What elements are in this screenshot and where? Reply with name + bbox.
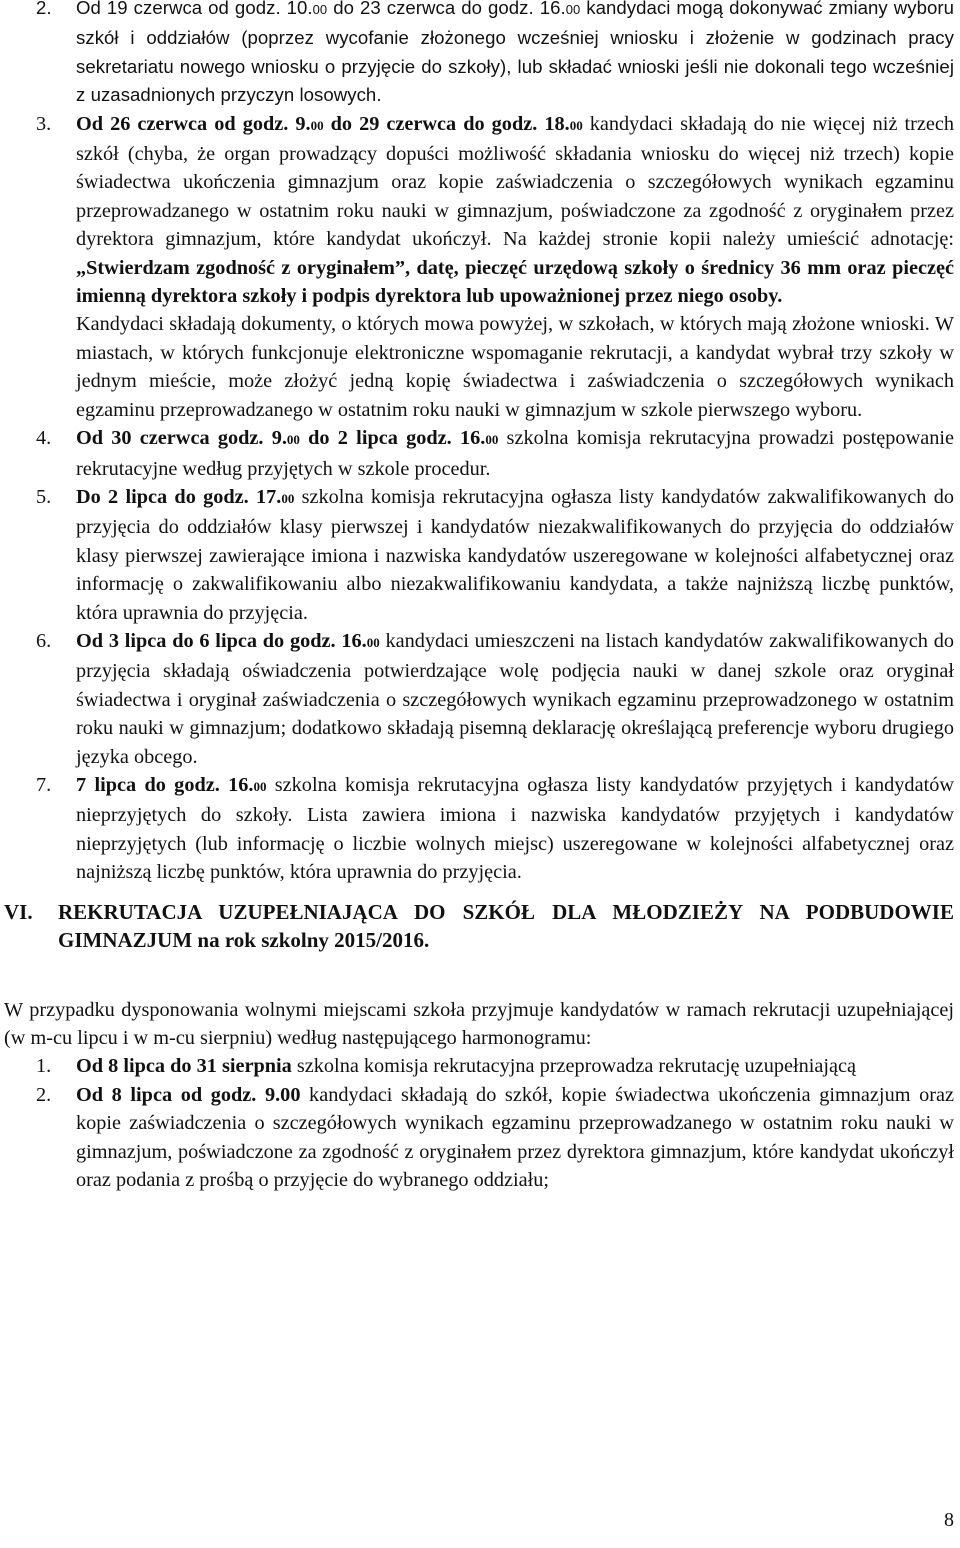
- item-text: szkolna komisja rekrutacyjna prowadzi postępowanie rekrutacyjne według przyjętych w szkole procedur.: [76, 427, 954, 480]
- date-lead: Do 2 lipca do godz. 17.: [76, 485, 282, 508]
- section-number: VI.: [4, 899, 33, 924]
- item-text: kandydaci mogą dokonywać zmiany wyboru szkół i oddziałów (poprzez wycofanie złożonego wcześniej wniosku i złożenie w godzinach pracy sekretariatu nowego wniosku o przyjęcie do szkoły), lub składać wnioski jeśli nie dokonali tego wcześniej z uzasadnionych przyczyn losowych.: [76, 0, 954, 106]
- item-text: szkolna komisja rekrutacyjna ogłasza listy kandydatów przyjętych i kandydatów nieprzyjętych do szkoły. Lista zawiera imiona i nazwiska kandydatów przyjętych i kandydatów nieprzyjętych (lub informację o liczbie wolnych miejsc) uszeregowane w kolejności alfabetycznej oraz najniższą liczbę punktów, która uprawnia do przyjęcia.: [76, 773, 954, 884]
- section-heading: [4, 898, 954, 954]
- date-mid: do 23 czerwca do godz. 16.: [327, 0, 566, 18]
- item-text: kandydaci umieszczeni na listach kandydatów zakwalifikowanych do przyjęcia składają oświadczenia potwierdzające wolę podjęcia nauki w danej szkole oraz oryginał świadectwa i oryginał zaświadczenia o szczegółowych wynikach egzaminu przeprowadzonego w ostatnim roku nauki w gimnazjum; dodatkowo składają pisemną deklarację określającą preferencje wyboru drugiego języka obcego.: [76, 629, 954, 768]
- item-text: szkolna komisja rekrutacyjna przeprowadza rekrutację uzupełniającą: [291, 1055, 857, 1078]
- date-lead: Od 3 lipca do 6 lipca do godz. 16.: [76, 629, 367, 652]
- date-lead: 7 lipca do godz. 16.: [76, 773, 254, 796]
- page-number: 8: [944, 1508, 954, 1531]
- intro-paragraph: W przypadku dysponowania wolnymi miejscami szkoła przyjmuje kandydatów w ramach rekrutacji uzupełniającej (w m-cu lipcu i w m-cu sierpniu) według następującego harmonogramu:: [4, 998, 954, 1049]
- list-number: 2.: [36, 1083, 52, 1106]
- date-lead: Od 26 czerwca od godz. 9.: [76, 112, 311, 135]
- sub-item-1: [4, 1052, 954, 1080]
- date-mid: do 29 czerwca do godz. 18.: [323, 112, 570, 135]
- list-number: 2.: [36, 0, 52, 18]
- section-title: REKRUTACJA UZUPEŁNIAJĄCA DO SZKÓŁ DLA MŁODZIEŻY NA PODBUDOWIE GIMNAZJUM na rok szkolny 2015/2016.: [58, 899, 954, 952]
- time-minutes: 00: [366, 634, 380, 650]
- list-item-6: [4, 627, 954, 771]
- item-text: szkolna komisja rekrutacyjna ogłasza listy kandydatów zakwalifikowanych do przyjęcia do oddziałów klasy pierwszej i kandydatów niezakwalifikowanych do przyjęcia do oddziałów klasy pierwszej zawierające imiona i nazwiska kandydatów uszeregowane w kolejności alfabetycznej oraz informację o zakwalifikowaniu albo niezakwalifikowaniu kandydata, a także najniższą liczbę punktów, która uprawnia do przyjęcia.: [76, 485, 954, 624]
- time-minutes: 00: [485, 432, 499, 448]
- time-minutes: 00: [312, 2, 328, 17]
- list-number: 5.: [36, 485, 52, 508]
- time-minutes: 00: [569, 117, 583, 133]
- date-lead: Od 19 czerwca od godz. 10.: [76, 0, 313, 18]
- date-lead: Od 8 lipca do 31 sierpnia: [76, 1055, 292, 1078]
- item-text: kandydaci składają do szkół, kopie świadectwa ukończenia gimnazjum oraz kopie zaświadczenia o szczegółowych wynikach egzaminu przeprowadzanego w ostatnim roku nauki w gimnazjum, poświadczone za zgodność z oryginałem przez dyrektora gimnazjum, które kandydat ukończył oraz podania z prośbą o przyjęcie do wybranego oddziału;: [76, 1083, 954, 1192]
- time-minutes: 00: [310, 117, 324, 133]
- date-lead: Od 8 lipca od godz. 9.: [76, 1083, 281, 1106]
- date-lead: Od 30 czerwca godz. 9.: [76, 427, 287, 450]
- date-mid: do 2 lipca godz. 16.: [299, 427, 486, 450]
- list-number: 4.: [36, 427, 52, 450]
- sub-item-2: [4, 1081, 954, 1195]
- time-minutes: 00: [286, 432, 300, 448]
- list-number: 6.: [36, 629, 52, 652]
- item-paragraph: Kandydaci składają dokumenty, o których mowa powyżej, w szkołach, w których mają złożone wnioski. W miastach, w których funkcjonuje elektroniczne wspomaganie rekrutacji, a kandydat wybrał trzy szkoły w jednym mieście, może złożyć jedną kopię świadectwa i zaświadczenia o szczegółowych wynikach egzaminu przeprowadzanego w ostatnim roku nauki w gimnazjum w szkole pierwszego wyboru.: [76, 313, 954, 421]
- list-item-3: [4, 110, 954, 424]
- list-number: 3.: [36, 112, 52, 135]
- list-number: 1.: [36, 1055, 52, 1078]
- time-minutes: 00: [253, 778, 267, 794]
- time-minutes: 00: [280, 1083, 301, 1106]
- list-item-7: [4, 771, 954, 887]
- list-item-4: [4, 424, 954, 483]
- time-minutes: 00: [565, 2, 581, 17]
- time-minutes: 00: [281, 490, 295, 506]
- list-item-5: [4, 483, 954, 627]
- annotation-requirement: „Stwierdzam zgodność z oryginałem”, datę, pieczęć urzędową szkoły o średnicy 36 mm oraz pieczęć imienną dyrektora szkoły i podpis dyrektora lub upoważnionej przez niego osoby.: [76, 256, 954, 308]
- list-number: 7.: [36, 773, 52, 796]
- item-text: kandydaci składają do nie więcej niż trzech szkół (chyba, że organ prowadzący dopuści możliwość składania wniosku do więcej niż trzech) kopie świadectwa ukończenia gimnazjum oraz kopie zaświadczenia o szczegółowych wynikach egzaminu przeprowadzanego w ostatnim roku nauki w gimnazjum, poświadczone za zgodność z oryginałem przez dyrektora gimnazjum, które kandydat ukończył. Na każdej stronie kopii należy umieścić adnotację:: [76, 112, 955, 251]
- list-item-2: [4, 0, 954, 110]
